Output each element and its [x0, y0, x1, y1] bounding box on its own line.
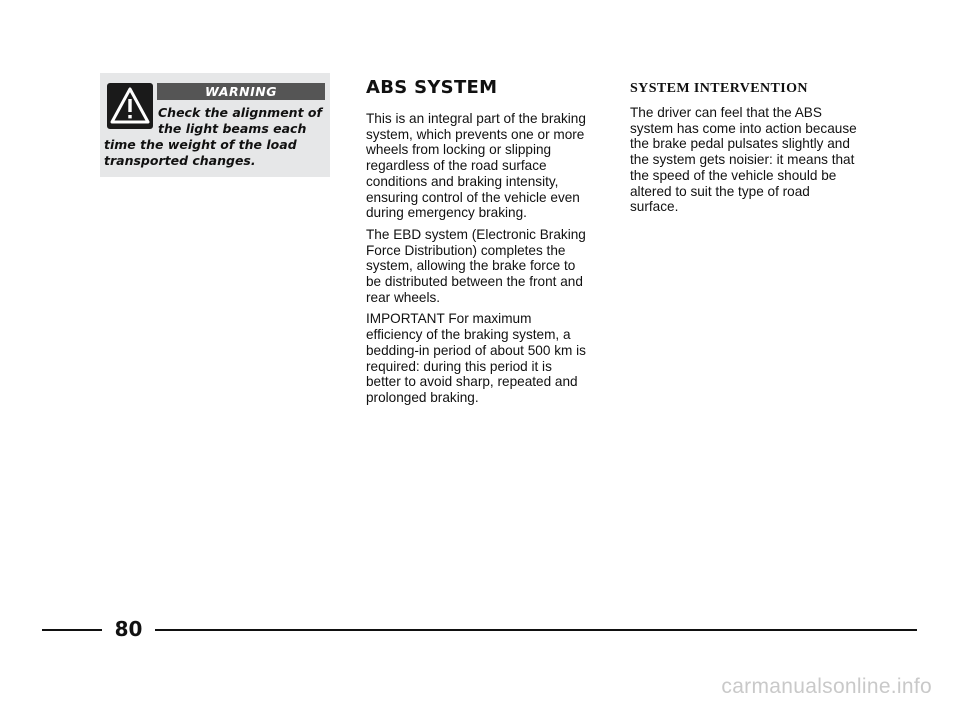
text-line: This is an integral part of the braking [366, 111, 586, 126]
text-line: ensuring control of the vehicle even [366, 189, 580, 205]
text-line: system has come into action because [630, 120, 857, 136]
section-title: ABS SYSTEM [366, 77, 498, 98]
text-line: regardless of the road surface [366, 158, 547, 174]
text-line: Force Distribution) completes the [366, 242, 566, 258]
text-line: efficiency of the braking system, a [366, 327, 571, 343]
subsection-title: SYSTEM INTERVENTION [630, 81, 808, 96]
text-line: the speed of the vehicle should be [630, 167, 837, 183]
warning-text-line: Check the alignment of [158, 105, 322, 120]
abs-system-section [366, 77, 602, 412]
warning-box [100, 73, 330, 177]
text-line: the brake pedal pulsates slightly and [630, 136, 850, 152]
warning-text-line: time the weight of the load [104, 137, 297, 152]
watermark: carmanualsonline.info [721, 675, 932, 698]
text-line: wheels from locking or slipping [366, 142, 552, 158]
text-line: surface. [630, 199, 679, 215]
text-line: altered to suit the type of road [630, 183, 810, 199]
text-line: be distributed between the front and [366, 274, 583, 290]
text-line: conditions and braking intensity, [366, 173, 559, 189]
warning-text-line: transported changes. [104, 153, 256, 168]
footer-rule [155, 629, 917, 631]
text-line: during emergency braking. [366, 205, 527, 221]
warning-text [100, 105, 328, 169]
text-line: better to avoid sharp, repeated and [366, 374, 578, 390]
text-line: prolonged braking. [366, 389, 479, 405]
text-line: bedding-in period of about 500 km is [366, 342, 586, 358]
paragraph [366, 311, 602, 405]
text-line: the system gets noisier: it means that [630, 152, 855, 168]
text-line: IMPORTANT For maximum [366, 311, 532, 327]
warning-text-line: the light beams each [158, 121, 307, 136]
warning-label: WARNING [157, 83, 325, 100]
paragraph [630, 105, 880, 215]
text-line: system, which prevents one or more [366, 126, 585, 142]
text-line: system, allowing the brake force to [366, 258, 576, 274]
system-intervention-section [630, 80, 880, 221]
text-line: The EBD system (Electronic Braking [366, 226, 586, 242]
text-line: rear wheels. [366, 289, 441, 305]
paragraph [366, 111, 602, 221]
text-line: required: during this period it is [366, 358, 552, 374]
text-line: The driver can feel that the ABS [630, 105, 822, 120]
page-number: 80 [114, 617, 143, 641]
paragraph [366, 227, 602, 306]
footer-rule [42, 629, 102, 631]
